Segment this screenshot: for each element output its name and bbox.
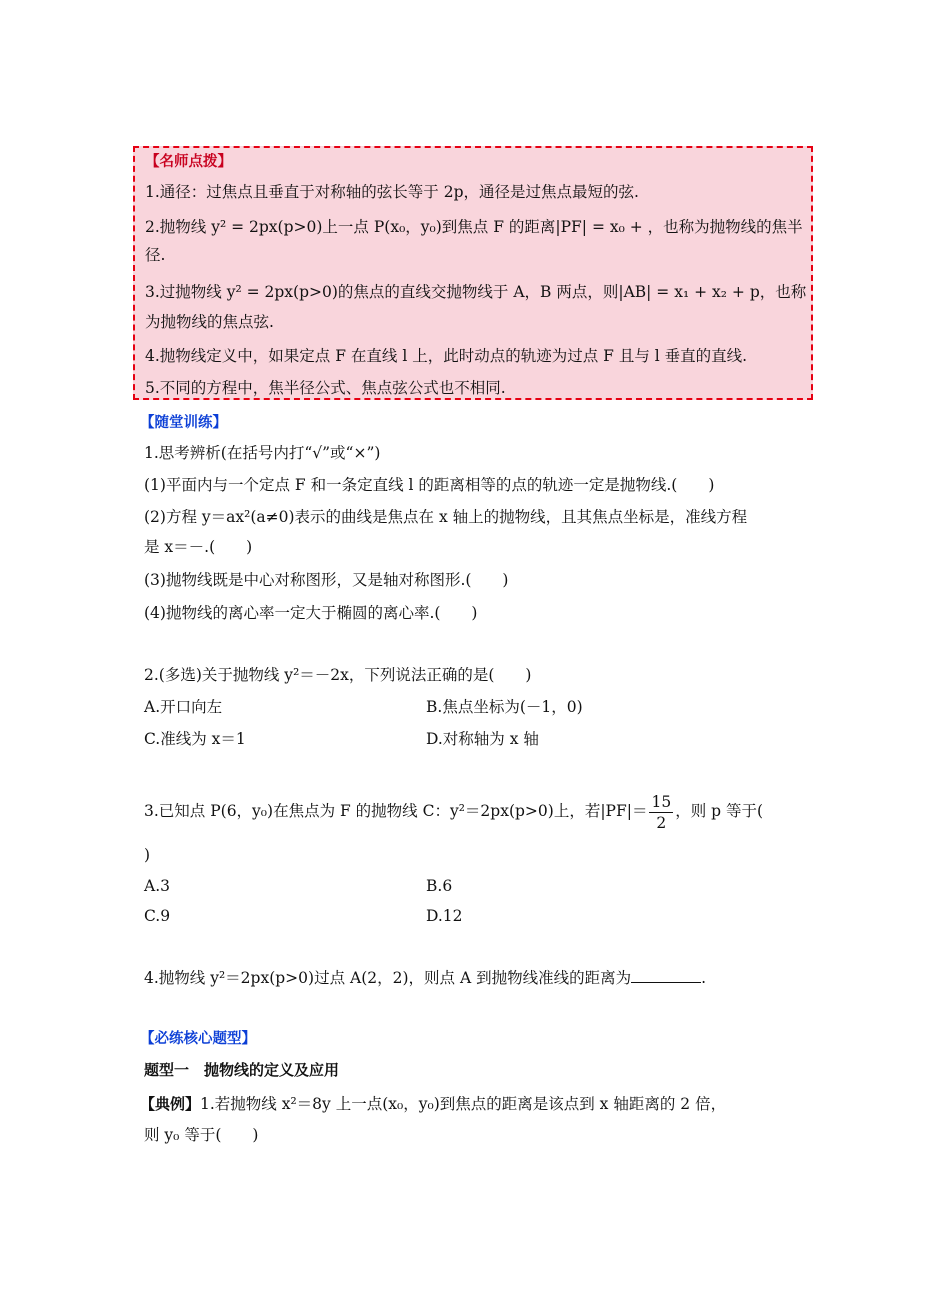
- teacher-tips-box: [133, 146, 813, 400]
- core-heading: 【必练核心题型】: [140, 1031, 256, 1047]
- q1-stem: 1.思考辨析(在括号内打“√”或“×”): [144, 444, 381, 462]
- tips-line-4: 4.抛物线定义中，如果定点 F 在直线 l 上，此时动点的轨迹为过点 F 且与 l 垂直的直线.: [145, 347, 748, 365]
- q2-option-b: B.焦点坐标为(－1，0): [426, 698, 583, 716]
- q3-stem-cont: ): [144, 846, 151, 864]
- tips-line-2-cont: 径.: [145, 246, 166, 264]
- q4-answer-blank[interactable]: [631, 968, 701, 983]
- q3-stem: [144, 789, 763, 833]
- tips-line-5: 5.不同的方程中，焦半径公式、焦点弦公式也不相同.: [145, 379, 506, 397]
- q3-option-c: C.9: [144, 907, 171, 925]
- q4-stem-end: .: [701, 969, 707, 987]
- q2-option-c: C.准线为 x＝1: [144, 730, 246, 748]
- q2-option-d: D.对称轴为 x 轴: [426, 730, 539, 748]
- question-type-title: 题型一 抛物线的定义及应用: [144, 1061, 340, 1079]
- tips-line-2: 2.抛物线 y² = 2px(p>0)上一点 P(x₀，y₀)到焦点 F 的距离|PF| = x₀ + ，也称为抛物线的焦半: [145, 218, 803, 236]
- q3-stem-part-a: 3.已知点 P(6，y₀)在焦点为 F 的抛物线 C：y²＝2px(p>0)上，若|PF|＝: [144, 802, 648, 820]
- q4-stem: [144, 967, 706, 989]
- q3-fraction: [649, 792, 673, 833]
- tips-line-3: 3.过抛物线 y² = 2px(p>0)的焦点的直线交抛物线于 A，B 两点，则|AB| = x₁ + x₂ + p，也称: [145, 283, 807, 301]
- q2-option-a: A.开口向左: [144, 698, 223, 716]
- q3-stem-part-b: ，则 p 等于(: [675, 802, 764, 820]
- tips-heading: 【名师点拨】: [145, 154, 232, 170]
- example-line-2: 则 y₀ 等于( ): [144, 1126, 259, 1144]
- q3-option-b: B.6: [426, 877, 453, 895]
- tips-line-1: 1.通径：过焦点且垂直于对称轴的弦长等于 2p，通径是过焦点最短的弦.: [145, 183, 639, 201]
- q3-fraction-denominator: 2: [656, 813, 667, 832]
- q4-stem-text: 4.抛物线 y²＝2px(p>0)过点 A(2，2)，则点 A 到抛物线准线的距离为: [144, 969, 632, 987]
- q1-statement-3: (3)抛物线既是中心对称图形，又是轴对称图形.( ): [144, 571, 509, 589]
- example-label: 【典例】: [140, 1095, 201, 1113]
- example-text-a: 1.若抛物线 x²＝8y 上一点(x₀，y₀)到焦点的距离是该点到 x 轴距离的 2 倍，: [200, 1095, 727, 1113]
- practice-heading: 【随堂训练】: [140, 415, 227, 431]
- example-line-1: [140, 1093, 726, 1115]
- q1-statement-2: (2)方程 y＝ax²(a≠0)表示的曲线是焦点在 x 轴上的抛物线，且其焦点坐标是，准线方程: [144, 508, 748, 526]
- q1-statement-4: (4)抛物线的离心率一定大于椭圆的离心率.( ): [144, 604, 478, 622]
- q1-statement-2-cont: 是 x＝－.( ): [144, 538, 253, 556]
- q3-fraction-numerator: 15: [651, 792, 672, 811]
- q2-stem: 2.(多选)关于抛物线 y²＝－2x，下列说法正确的是( ): [144, 666, 532, 684]
- q1-statement-1: (1)平面内与一个定点 F 和一条定直线 l 的距离相等的点的轨迹一定是抛物线.( ): [144, 476, 715, 494]
- q3-option-a: A.3: [144, 877, 170, 895]
- tips-line-3-cont: 为抛物线的焦点弦.: [145, 313, 274, 331]
- q3-option-d: D.12: [426, 907, 463, 925]
